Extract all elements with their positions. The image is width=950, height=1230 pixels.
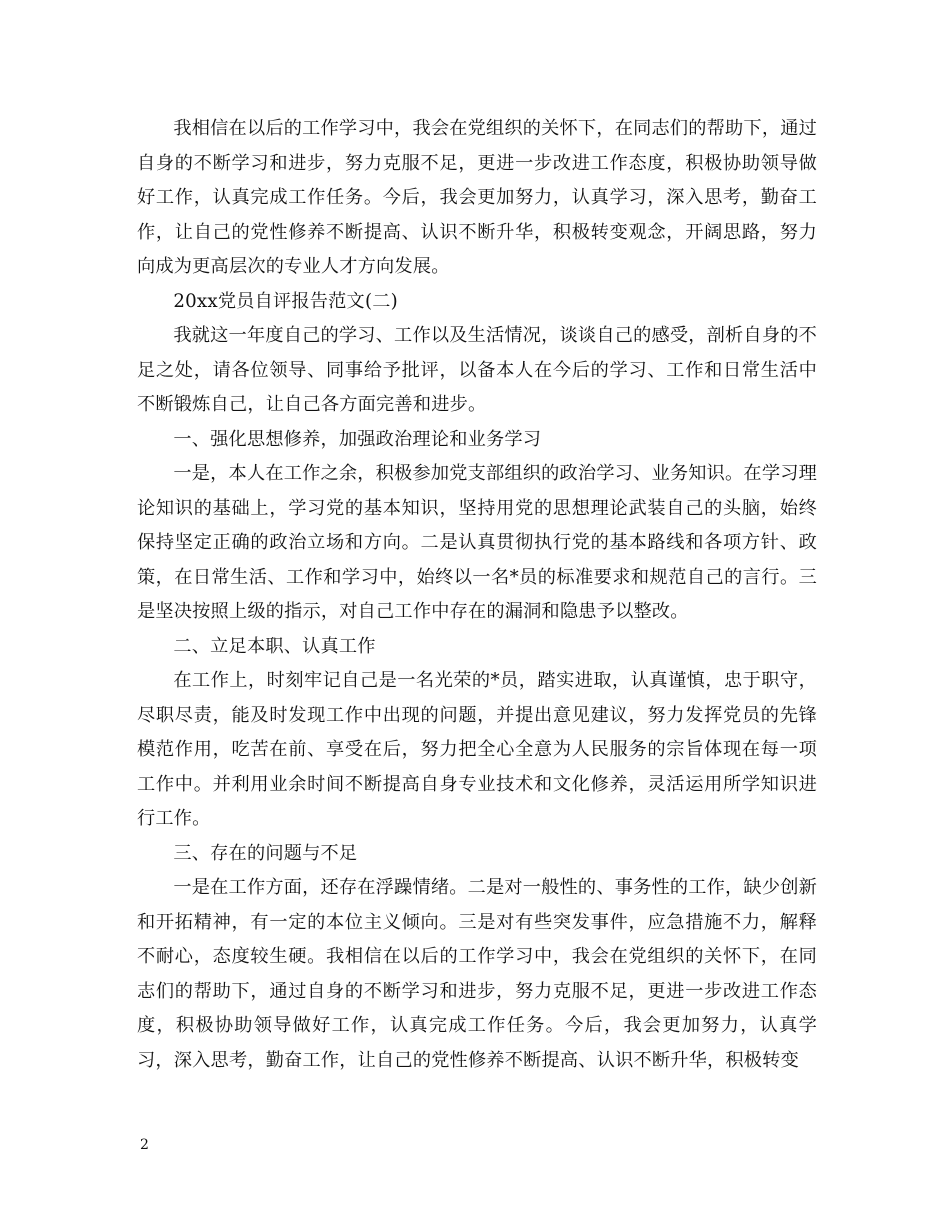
page-number: 2 <box>140 1137 149 1153</box>
heading-section-three: 三、存在的问题与不足 <box>173 842 358 864</box>
paragraph-problems-shortcomings: 一是在工作方面，还存在浮躁情绪。二是对一般性的、事务性的工作，缺少创新和开拓精神，有一定的本位主义倾向。三是对有些突发事件，应急措施不力，解释不耐心，态度较生硬。我相信在以后的工作学习中，我会在党组织的关怀下，在同志们的帮助下，通过自身的不断学习和进步，努力克服不足，更进一步改进工作态度，积极协助领导做好工作，认真完成工作任务。今后，我会更加努力，认真学习，深入思考，勤奋工作，让自己的党性修养不断提高、认识不断升华，积极转变 <box>137 877 817 1071</box>
section-title-report-two: 20xx党员自评报告范文(二) <box>173 290 398 312</box>
document-body <box>137 112 817 1078</box>
paragraph-work-performance: 在工作上，时刻牢记自己是一名光荣的*员，踏实进取，认真谨慎，忠于职守，尽职尽责，能及时发现工作中出现的问题，并提出意见建议，努力发挥党员的先锋模范作用，吃苦在前、享受在后，努力把全心全意为人民服务的宗旨体现在每一项工作中。并利用业余时间不断提高自身专业技术和文化修养，灵活运用所学知识进行工作。 <box>137 670 817 829</box>
paragraph-closing-commitment: 我相信在以后的工作学习中，我会在党组织的关怀下，在同志们的帮助下，通过自身的不断学习和进步，努力克服不足，更进一步改进工作态度，积极协助领导做好工作，认真完成工作任务。今后，我会更加努力，认真学习，深入思考，勤奋工作，让自己的党性修养不断提高、认识不断升华，积极转变观念，开阔思路，努力向成为更高层次的专业人才方向发展。 <box>137 118 817 277</box>
paragraph-political-study: 一是，本人在工作之余，积极参加党支部组织的政治学习、业务知识。在学习理论知识的基础上，学习党的基本知识，坚持用党的思想理论武装自己的头脑，始终保持坚定正确的政治立场和方向。二是认真贯彻执行党的基本路线和各项方针、政策，在日常生活、工作和学习中，始终以一名*员的标准要求和规范自己的言行。三是坚决按照上级的指示，对自己工作中存在的漏洞和隐患予以整改。 <box>137 463 817 622</box>
paragraph-introduction: 我就这一年度自己的学习、工作以及生活情况，谈谈自己的感受，剖析自身的不足之处，请各位领导、同事给予批评，以备本人在今后的学习、工作和日常生活中不断锻炼自己，让自己各方面完善和进步。 <box>137 325 817 415</box>
heading-section-two: 二、立足本职、认真工作 <box>173 635 376 657</box>
heading-section-one: 一、强化思想修养，加强政治理论和业务学习 <box>173 428 542 450</box>
